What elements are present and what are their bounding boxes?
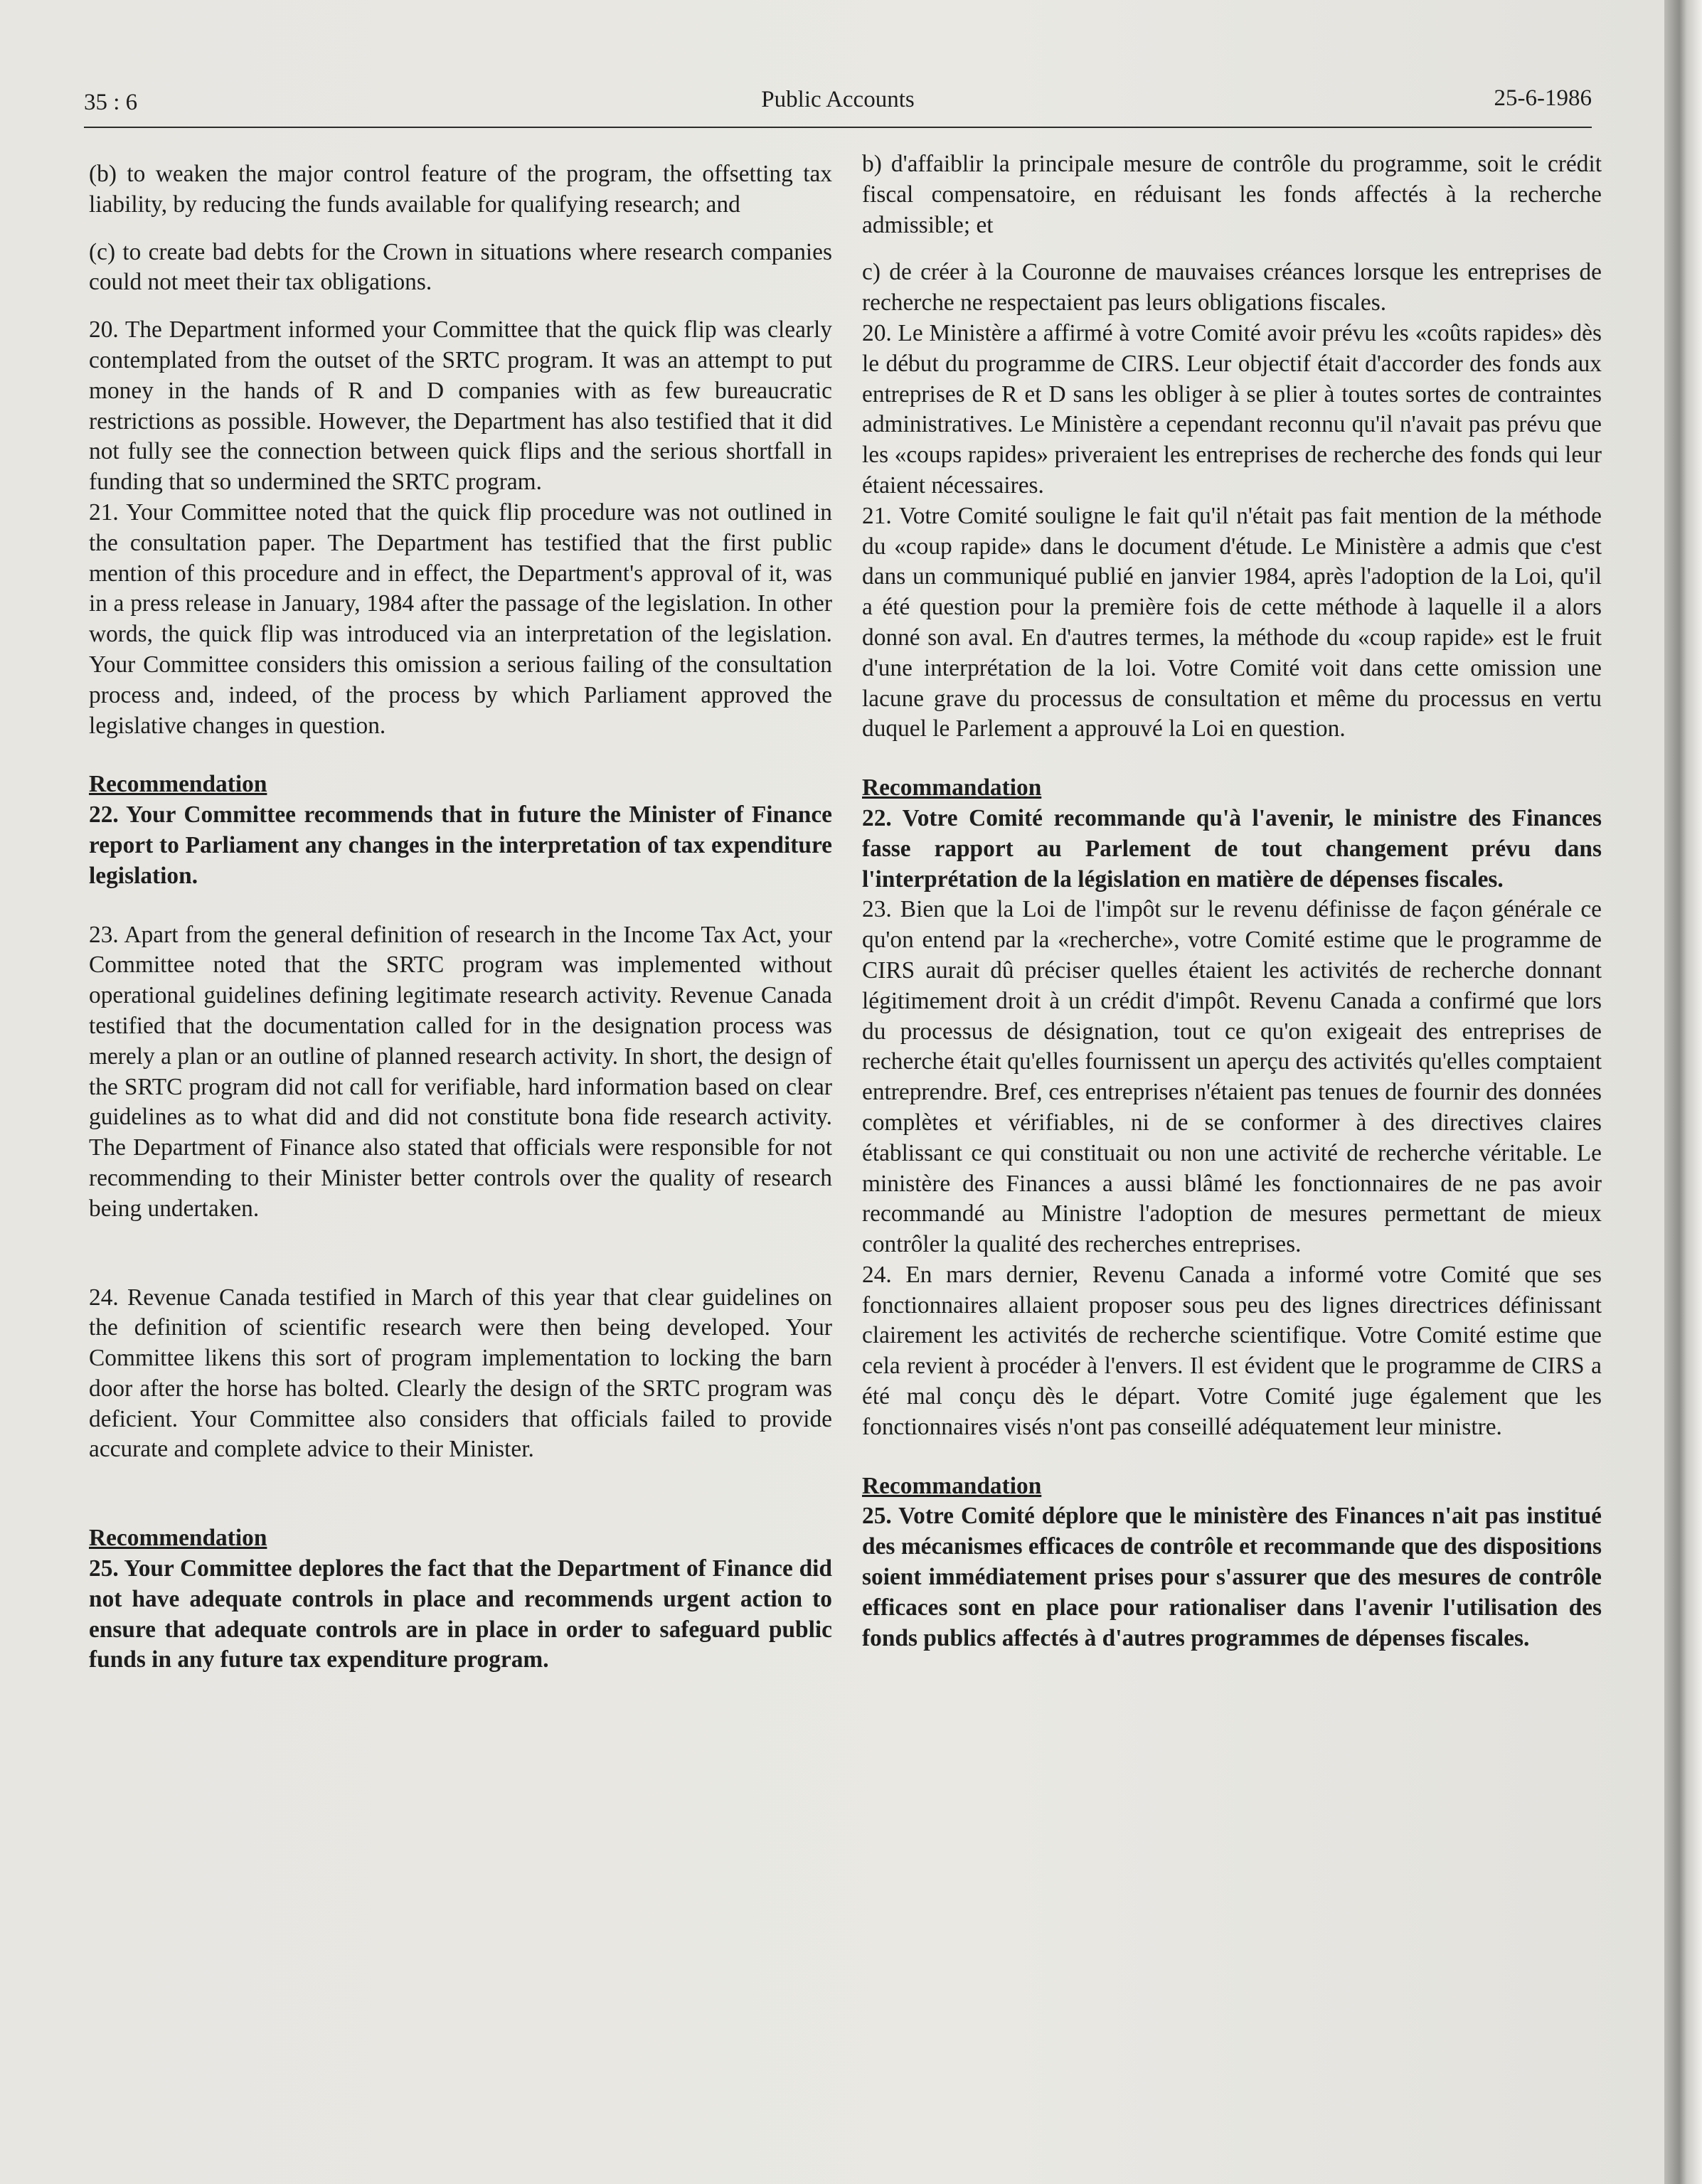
french-para-23: 23. Bien que la Loi de l'impôt sur le revenu définisse de façon générale ce qu'on entend par la «recherche», votre Comité estime que le programme de CIRS aurait dû préciser quelles étaient les activités de recherche donnant légitimement droit à un crédit d'impôt. Revenu Canada a confirmé que lors du processus de désignation, tout ce qu'on exigeait des entreprises de recherche était qu'elles fournissent un aperçu des activités qu'elles comptaient entreprendre. Bref, ces entreprises n'étaient pas tenues de fournir des données complètes et vérifiables, ni de se conformer à des directives claires établissant ce qui constituait ou non une activité de recherche véritable. Le ministère des Finances a aussi blâmé les fonctionnaires de ne pas avoir recommandé au Ministre l'adoption de mesures permettant de mieux contrôler la qualité des recherches entreprises. — [862, 896, 1602, 1258]
english-para-23: 23. Apart from the general definition of research in the Income Tax Act, your Committee noted that the SRTC program was implemented without operational guidelines defining legitimate research activity. Revenue Canada testified that the documentation called for in the designation process was merely a plan or an outline of planned research activity. In short, the design of the SRTC program did not call for verifiable, hard information based on clear guidelines as to what did and did not constitute bona fide research activity. The Department of Finance also stated that officials were responsible for not recommending to their Minister better controls over the quality of research being undertaken. — [89, 921, 832, 1222]
french-para-c: c) de créer à la Couronne de mauvaises créances lorsque les entreprises de recherche ne respectaient pas leurs obligations fiscales. — [862, 259, 1602, 316]
english-para-c: (c) to create bad debts for the Crown in situations where research companies could not meet their tax obligations. — [89, 238, 832, 296]
english-recommendation-25: 25. Your Committee deplores the fact that the Department of Finance did not have adequate controls in place and recommends urgent action to ensure that adequate controls are in place in order to safeguard public funds in any future tax expenditure program. — [89, 1555, 832, 1673]
english-recommendation-22: 22. Your Committee recommends that in future the Minister of Finance report to Parliament any changes in the interpretation of tax expenditure legislation. — [89, 801, 832, 889]
french-recommendation-25-heading: Recommandation — [862, 1472, 1042, 1499]
page-number: 35 : 6 — [84, 90, 138, 115]
french-column — [862, 149, 1602, 1653]
french-para-20: 20. Le Ministère a affirmé à votre Comité avoir prévu les «coûts rapides» dès le début du programme de CIRS. Leur objectif était d'accorder des fonds aux entreprises de R et D sans les obliger à se plier à toutes sortes de contraintes administratives. Le Ministère a cependant reconnu qu'il n'avait pas prévu que les «coups rapides» priveraient les entreprises de recherche des fonds qui leur étaient nécessaires. — [862, 319, 1602, 499]
page-header — [84, 82, 1592, 128]
english-para-b: (b) to weaken the major control feature of the program, the offsetting tax liability, by reducing the funds available for qualifying research; and — [89, 161, 832, 218]
english-para-20: 20. The Department informed your Committee that the quick flip was clearly contemplated from the outset of the SRTC program. It was an attempt to put money in the hands of R and D companies with as few bureaucratic restrictions as possible. However, the Department has also testified that it did not fully see the connection between quick flips and the serious shortfall in funding that so undermined the SRTC program. — [89, 316, 832, 496]
page-edge-shadow — [1664, 0, 1702, 2184]
english-para-21: 21. Your Committee noted that the quick flip procedure was not outlined in the consultation paper. The Department has testified that the first public mention of this procedure and in effect, the Department's approval of it, was in a press release in January, 1984 after the passage of the legislation. In other words, the quick flip was introduced via an interpretation of the legislation. Your Committee considers this omission a serious failing of the consultation process and, indeed, of the process by which Parliament approved the legislative changes in question. — [89, 499, 832, 739]
french-recommendation-25: 25. Votre Comité déplore que le ministère des Finances n'ait pas institué des mécanismes efficaces de contrôle et recommande que des dispositions soient immédiatement prises pour s'assurer que des mesures de contrôle efficaces sont en place pour rationaliser dans l'avenir l'utilisation des fonds publics affectés à d'autres programmes de dépenses fiscales. — [862, 1503, 1602, 1651]
running-title: Public Accounts — [761, 87, 915, 112]
english-column — [89, 159, 832, 1676]
french-para-b: b) d'affaiblir la principale mesure de contrôle du programme, soit le crédit fiscal compensatoire, en réduisant les fonds affectés à la recherche admissible; et — [862, 151, 1602, 238]
french-recommendation-22-heading: Recommandation — [862, 774, 1042, 801]
french-recommendation-22: 22. Votre Comité recommande qu'à l'avenir, le ministre des Finances fasse rapport au Parlement de tout changement prévu dans l'interprétation de la législation en matière de dépenses fiscales. — [862, 804, 1602, 893]
english-para-24: 24. Revenue Canada testified in March of this year that clear guidelines on the definition of scientific research were then being developed. Your Committee likens this sort of program implementation to locking the barn door after the horse has bolted. Clearly the design of the SRTC program was deficient. Your Committee also considers that officials failed to provide accurate and complete advice to their Minister. — [89, 1284, 832, 1463]
french-para-21: 21. Votre Comité souligne le fait qu'il n'était pas fait mention de la méthode du «coup rapide» dans le document d'étude. Le Ministère a admis que c'est dans un communiqué publié en janvier 1984, après l'adoption de la Loi, qu'il a été question pour la première fois de cette méthode à laquelle il a alors donné son aval. En d'autres termes, la méthode du «coup rapide» est le fruit d'une interprétation de la loi. Votre Comité voit dans cette omission une lacune grave du processus de consultation et même du processus en vertu duquel le Parlement a approuvé la Loi en question. — [862, 502, 1602, 742]
english-recommendation-25-heading: Recommendation — [89, 1525, 267, 1552]
report-date: 25-6-1986 — [1494, 85, 1592, 111]
french-para-24: 24. En mars dernier, Revenu Canada a informé votre Comité que ses fonctionnaires allaient proposer sous peu des lignes directrices définissant clairement les activités de recherche scientifique. Votre Comité estime que cela revient à procéder à l'envers. Il est évident que le programme de CIRS a été mal conçu dès le départ. Votre Comité juge également que les fonctionnaires visés n'ont pas conseillé adéquatement leur ministre. — [862, 1261, 1602, 1440]
english-recommendation-22-heading: Recommendation — [89, 771, 267, 798]
